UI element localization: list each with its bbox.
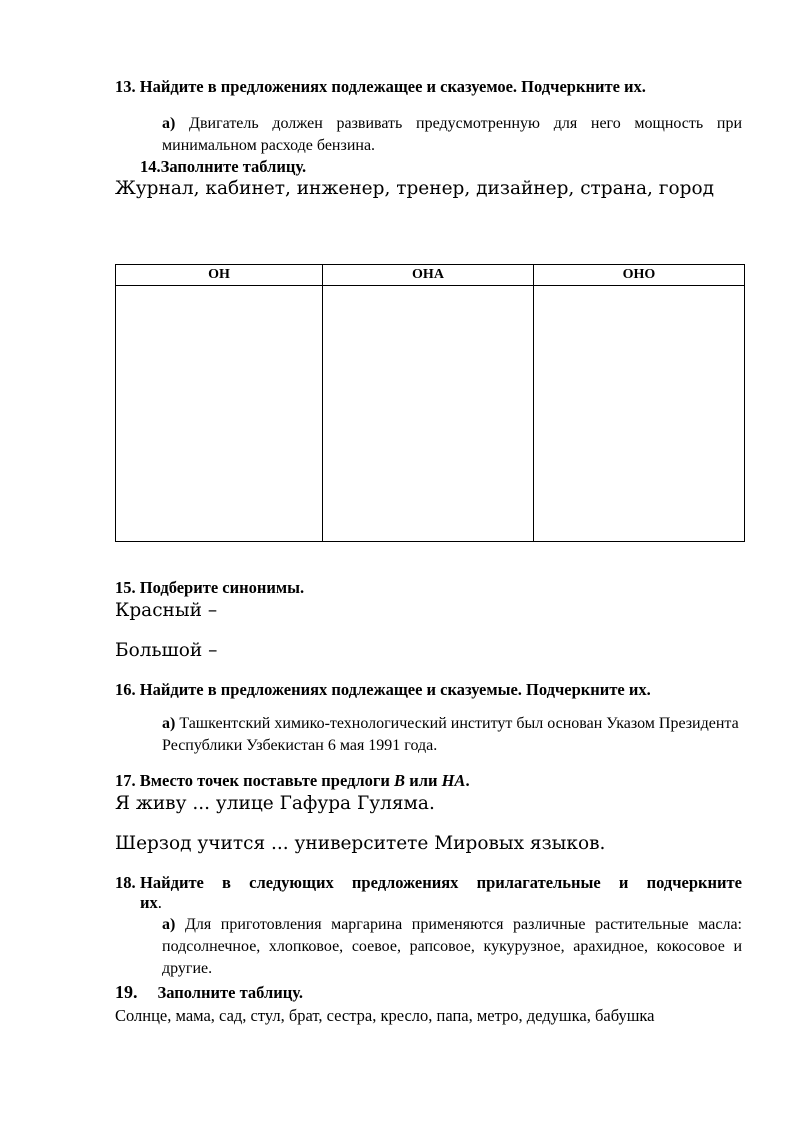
question-18-sentence (162, 914, 742, 980)
question-18-heading-line-2 (140, 893, 162, 913)
question-15-heading: 15. Подберите синонимы. (115, 578, 305, 597)
item-label: а) (162, 115, 176, 132)
heading-text-end: их (140, 893, 158, 912)
synonym-line-red: Красный – (115, 600, 218, 621)
answer-cell-ono[interactable] (534, 286, 745, 542)
question-16-sentence (162, 713, 742, 757)
heading-or: или (405, 771, 442, 790)
column-header-ono: ОНО (534, 265, 745, 286)
exercise-line-1: Я живу ... улице Гафура Гуляма. (115, 793, 435, 814)
question-19-heading (115, 982, 303, 1003)
heading-period: . (157, 893, 162, 912)
question-18-heading-line-1 (115, 873, 742, 893)
sentence-text: Ташкентский химико-технологический институт был основан Указом Президента Республики Узбекистан 6 мая 1991 года. (162, 715, 739, 754)
question-16-heading: 16. Найдите в предложениях подлежащее и сказуемые. Подчеркните их. (115, 680, 651, 699)
question-13-heading: 13. Найдите в предложениях подлежащее и сказуемое. Подчеркните их. (115, 77, 646, 96)
gender-table (115, 264, 745, 542)
heading-text: 17. Вместо точек поставьте предлоги (115, 771, 395, 790)
item-label: а) (162, 715, 176, 732)
heading-text: Найдите в следующих предложениях прилагательные и подчеркните (140, 873, 742, 892)
synonym-line-big: Большой – (115, 640, 218, 661)
heading-end: . (465, 771, 470, 790)
sentence-text: Для приготовления маргарина применяются различные растительные масла: подсолнечное, хлопковое, соевое, рапсовое, кукурузное, арахидное, кокосовое и другие. (162, 916, 742, 977)
sentence-text: Двигатель должен развивать предусмотренную для него мощность при минимальном расходе бензина. (162, 115, 743, 154)
question-14-heading (140, 157, 306, 177)
item-label: а) (162, 916, 176, 933)
answer-cell-on[interactable] (116, 286, 323, 542)
column-header-on: ОН (116, 265, 323, 286)
question-number: 19. (115, 982, 138, 1002)
preposition-v: В (394, 771, 406, 790)
preposition-na: НА (441, 771, 466, 790)
question-17-heading (115, 771, 470, 791)
question-13-sentence (162, 113, 742, 157)
question-number: 18. (115, 873, 136, 892)
question-19-word-list: Солнце, мама, сад, стул, брат, сестра, кресло, папа, метро, дедушка, бабушка (115, 1006, 655, 1025)
question-14-word-list: Журнал, кабинет, инженер, тренер, дизайнер, страна, город (115, 178, 714, 199)
question-number: 14. (140, 157, 161, 176)
question-title: Заполните таблицу. (160, 157, 307, 176)
answer-cell-ona[interactable] (323, 286, 534, 542)
column-header-ona: ОНА (323, 265, 534, 286)
exercise-line-2: Шерзод учится ... университете Мировых языков. (115, 833, 606, 854)
question-title: Заполните таблицу. (157, 983, 303, 1002)
